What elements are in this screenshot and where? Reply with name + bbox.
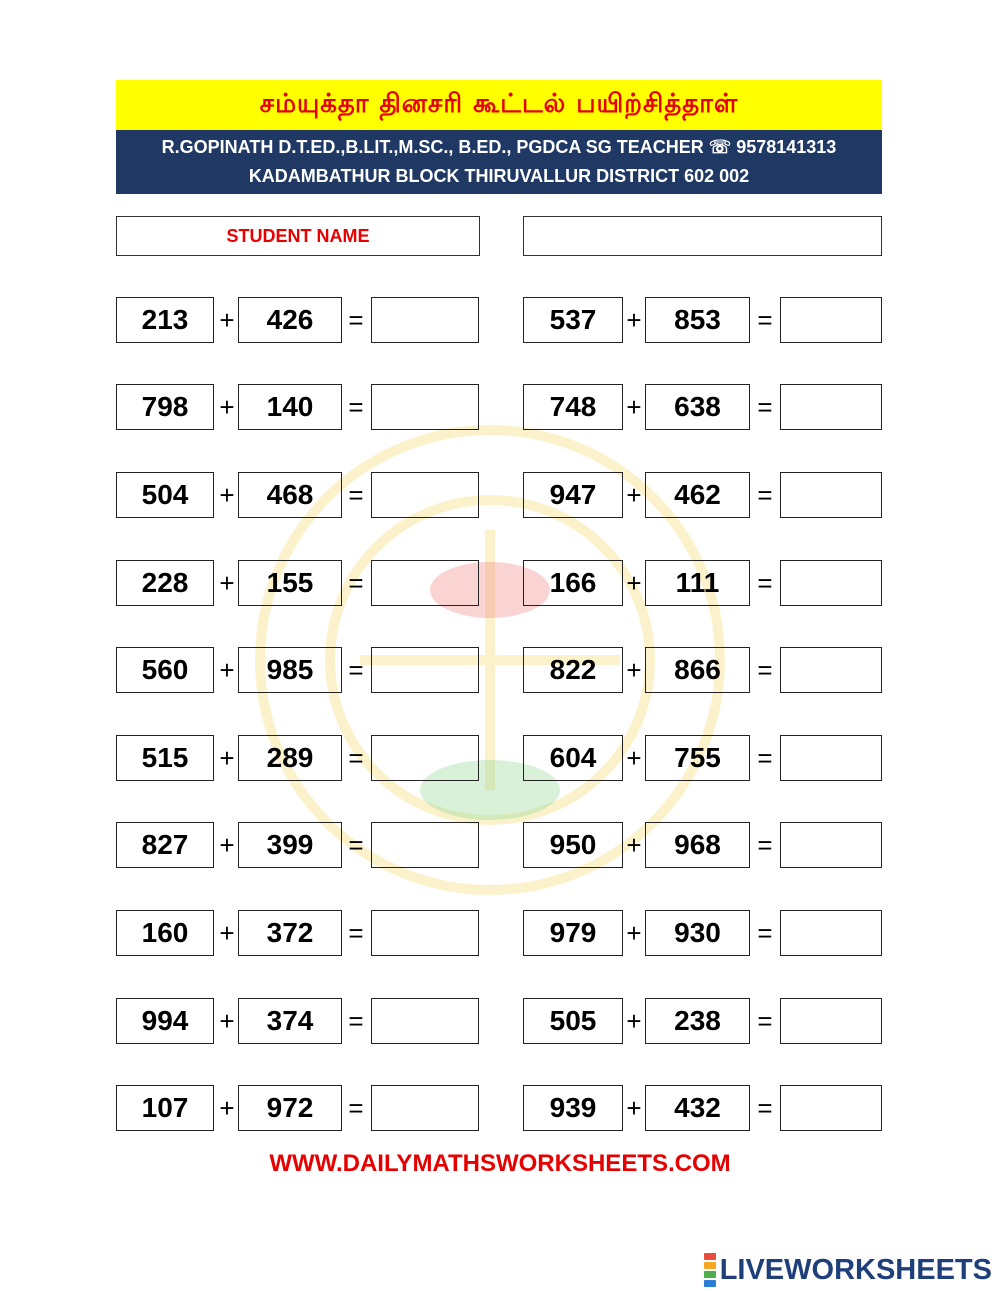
plus-sign: + bbox=[219, 654, 235, 685]
plus-sign: + bbox=[219, 742, 235, 773]
addend-b: 985 bbox=[238, 647, 342, 693]
answer-input[interactable] bbox=[371, 998, 479, 1044]
plus-sign: + bbox=[626, 829, 642, 860]
addend-a: 979 bbox=[523, 910, 623, 956]
addend-a: 160 bbox=[116, 910, 214, 956]
plus-sign: + bbox=[626, 917, 642, 948]
addend-a: 504 bbox=[116, 472, 214, 518]
equals-sign: = bbox=[757, 391, 773, 422]
equals-sign: = bbox=[348, 1092, 364, 1123]
plus-sign: + bbox=[219, 304, 235, 335]
equals-sign: = bbox=[348, 1005, 364, 1036]
addend-a: 947 bbox=[523, 472, 623, 518]
answer-input[interactable] bbox=[780, 647, 882, 693]
plus-sign: + bbox=[626, 567, 642, 598]
equals-sign: = bbox=[348, 391, 364, 422]
plus-sign: + bbox=[219, 567, 235, 598]
equals-sign: = bbox=[757, 1005, 773, 1036]
addend-b: 638 bbox=[645, 384, 750, 430]
student-name-input[interactable] bbox=[523, 216, 882, 256]
addend-a: 228 bbox=[116, 560, 214, 606]
liveworksheets-label: LIVEWORKSHEETS bbox=[719, 1253, 992, 1286]
plus-sign: + bbox=[219, 479, 235, 510]
plus-sign: + bbox=[219, 1092, 235, 1123]
answer-input[interactable] bbox=[780, 822, 882, 868]
addend-b: 289 bbox=[238, 735, 342, 781]
liveworksheets-brand bbox=[704, 1252, 992, 1288]
equals-sign: = bbox=[348, 917, 364, 948]
addend-a: 827 bbox=[116, 822, 214, 868]
addend-a: 505 bbox=[523, 998, 623, 1044]
plus-sign: + bbox=[219, 391, 235, 422]
plus-sign: + bbox=[626, 1092, 642, 1123]
plus-sign: + bbox=[219, 917, 235, 948]
addend-b: 755 bbox=[645, 735, 750, 781]
plus-sign: + bbox=[626, 391, 642, 422]
plus-sign: + bbox=[219, 829, 235, 860]
equals-sign: = bbox=[348, 654, 364, 685]
equals-sign: = bbox=[348, 567, 364, 598]
addend-b: 238 bbox=[645, 998, 750, 1044]
addend-b: 111 bbox=[645, 560, 750, 606]
addend-a: 748 bbox=[523, 384, 623, 430]
addend-b: 155 bbox=[238, 560, 342, 606]
equals-sign: = bbox=[757, 567, 773, 598]
equals-sign: = bbox=[757, 1092, 773, 1123]
addend-b: 866 bbox=[645, 647, 750, 693]
addend-a: 560 bbox=[116, 647, 214, 693]
addend-b: 140 bbox=[238, 384, 342, 430]
equals-sign: = bbox=[757, 829, 773, 860]
addend-b: 462 bbox=[645, 472, 750, 518]
answer-input[interactable] bbox=[371, 297, 479, 343]
answer-input[interactable] bbox=[371, 647, 479, 693]
plus-sign: + bbox=[626, 479, 642, 510]
student-name-label: STUDENT NAME bbox=[116, 216, 480, 256]
addend-a: 604 bbox=[523, 735, 623, 781]
plus-sign: + bbox=[626, 1005, 642, 1036]
equals-sign: = bbox=[757, 479, 773, 510]
addend-a: 994 bbox=[116, 998, 214, 1044]
addend-b: 972 bbox=[238, 1085, 342, 1131]
addend-a: 515 bbox=[116, 735, 214, 781]
addend-b: 853 bbox=[645, 297, 750, 343]
answer-input[interactable] bbox=[371, 910, 479, 956]
addend-b: 399 bbox=[238, 822, 342, 868]
answer-input[interactable] bbox=[780, 384, 882, 430]
equals-sign: = bbox=[348, 742, 364, 773]
answer-input[interactable] bbox=[371, 735, 479, 781]
addend-b: 930 bbox=[645, 910, 750, 956]
answer-input[interactable] bbox=[371, 560, 479, 606]
answer-input[interactable] bbox=[371, 472, 479, 518]
addend-b: 372 bbox=[238, 910, 342, 956]
answer-input[interactable] bbox=[780, 1085, 882, 1131]
addend-a: 798 bbox=[116, 384, 214, 430]
addend-a: 166 bbox=[523, 560, 623, 606]
addend-a: 939 bbox=[523, 1085, 623, 1131]
answer-input[interactable] bbox=[780, 910, 882, 956]
address-line: KADAMBATHUR BLOCK THIRUVALLUR DISTRICT 602 002 bbox=[248, 166, 750, 186]
equals-sign: = bbox=[348, 304, 364, 335]
answer-input[interactable] bbox=[780, 560, 882, 606]
author-info-banner bbox=[116, 130, 882, 194]
addend-a: 107 bbox=[116, 1085, 214, 1131]
equals-sign: = bbox=[757, 654, 773, 685]
plus-sign: + bbox=[626, 304, 642, 335]
answer-input[interactable] bbox=[780, 735, 882, 781]
plus-sign: + bbox=[626, 742, 642, 773]
answer-input[interactable] bbox=[780, 472, 882, 518]
equals-sign: = bbox=[348, 479, 364, 510]
addend-b: 432 bbox=[645, 1085, 750, 1131]
plus-sign: + bbox=[626, 654, 642, 685]
answer-input[interactable] bbox=[371, 822, 479, 868]
addend-a: 822 bbox=[523, 647, 623, 693]
answer-input[interactable] bbox=[371, 384, 479, 430]
worksheet-title: சம்யுக்தா தினசரி கூட்டல் பயிற்சித்தாள் bbox=[116, 80, 882, 130]
equals-sign: = bbox=[348, 829, 364, 860]
answer-input[interactable] bbox=[371, 1085, 479, 1131]
equals-sign: = bbox=[757, 304, 773, 335]
answer-input[interactable] bbox=[780, 998, 882, 1044]
addend-b: 426 bbox=[238, 297, 342, 343]
addend-b: 468 bbox=[238, 472, 342, 518]
addend-b: 374 bbox=[238, 998, 342, 1044]
addend-a: 213 bbox=[116, 297, 214, 343]
addend-b: 968 bbox=[645, 822, 750, 868]
footer-website-link[interactable]: WWW.DAILYMATHSWORKSHEETS.COM bbox=[269, 1150, 731, 1177]
author-line: R.GOPINATH D.T.ED.,B.LIT.,M.SC., B.ED., PGDCA SG TEACHER ☏ 9578141313 bbox=[161, 137, 837, 157]
equals-sign: = bbox=[757, 742, 773, 773]
answer-input[interactable] bbox=[780, 297, 882, 343]
addend-a: 537 bbox=[523, 297, 623, 343]
plus-sign: + bbox=[219, 1005, 235, 1036]
liveworksheets-logo-icon bbox=[704, 1252, 716, 1288]
equals-sign: = bbox=[757, 917, 773, 948]
addend-a: 950 bbox=[523, 822, 623, 868]
